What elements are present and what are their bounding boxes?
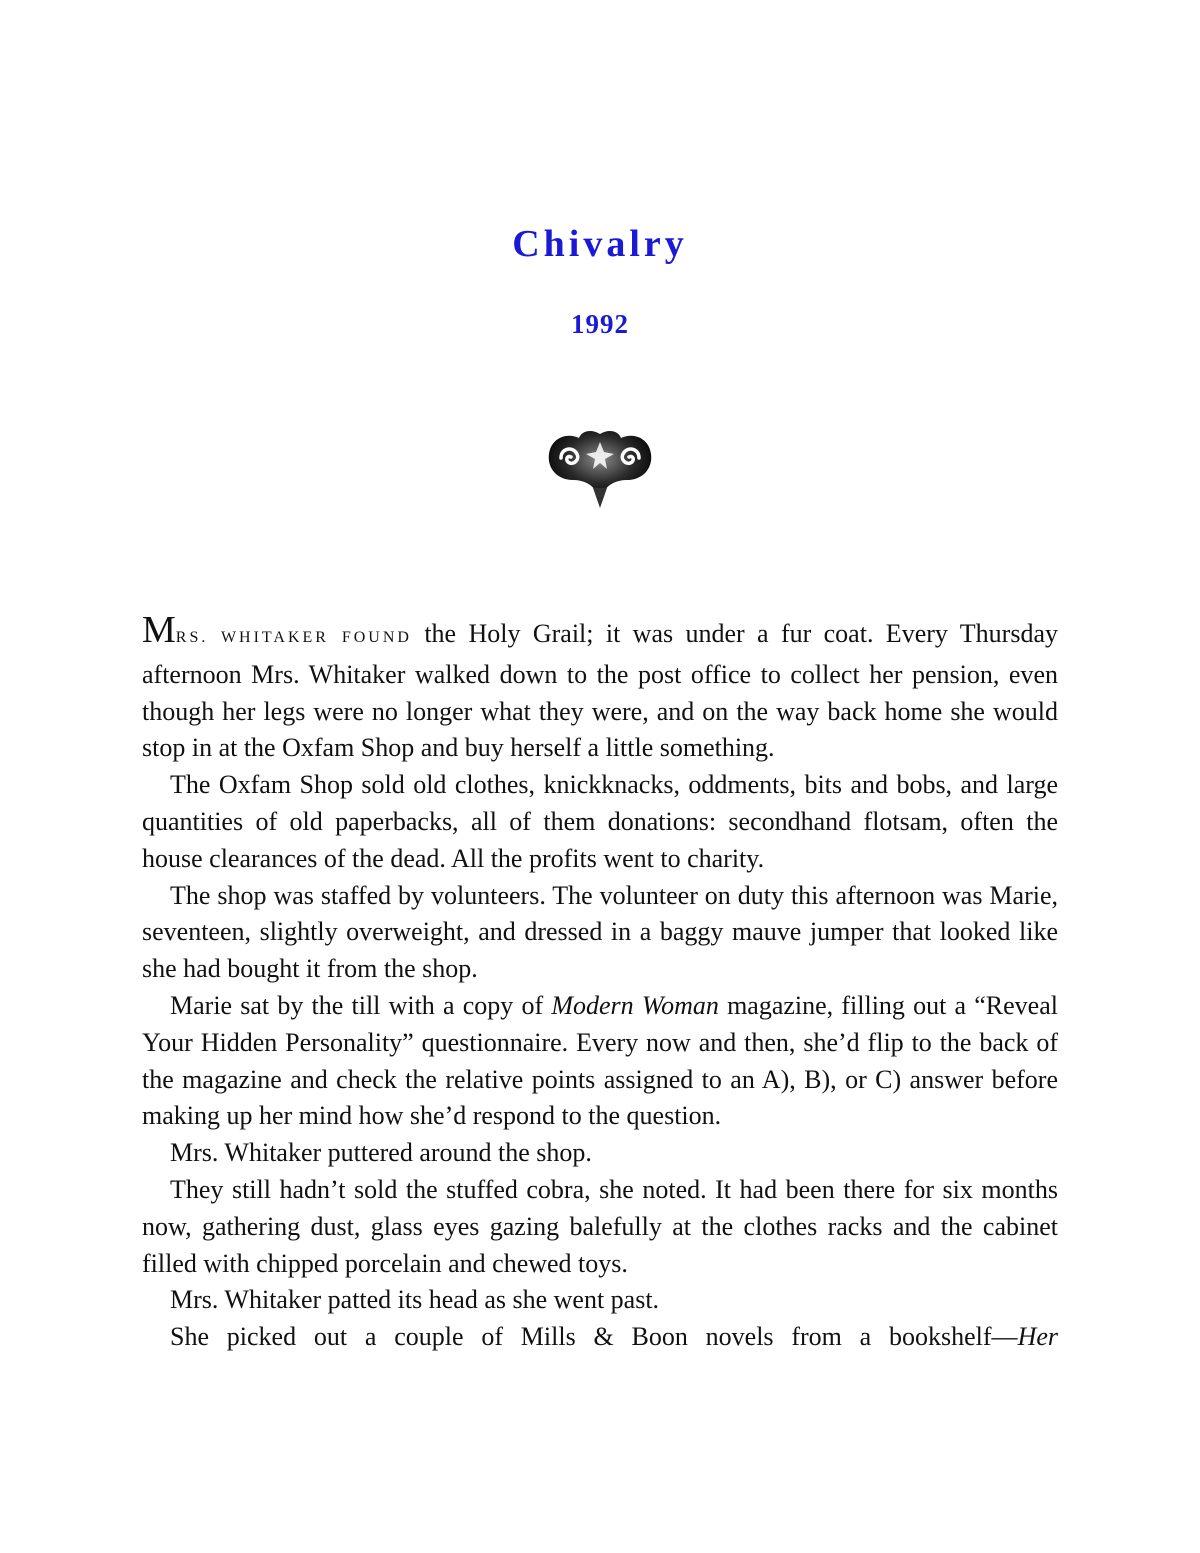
- small-caps-lead: RS. WHITAKER FOUND: [175, 629, 412, 646]
- paragraph-4: [142, 988, 1058, 1135]
- paragraph-4-text-a: Marie sat by the till with a copy of: [170, 990, 552, 1020]
- chapter-body: [142, 611, 1058, 1356]
- paragraph-2: The Oxfam Shop sold old clothes, knickknacks, oddments, bits and bobs, and large quantities of old paperbacks, all of them donations: secondhand flotsam, often the house clearances of the dead. All the profits went to charity.: [142, 770, 1058, 873]
- paragraph-1: [142, 611, 1058, 767]
- paragraph-5: Mrs. Whitaker puttered around the shop.: [170, 1138, 592, 1168]
- paragraph-3: The shop was staffed by volunteers. The volunteer on duty this afternoon was Marie, seventeen, slightly overweight, and dressed in a baggy mauve jumper that looked like she had bought it from the shop.: [142, 880, 1058, 984]
- paragraph-8: [142, 1319, 1058, 1356]
- fleuron-ornament-icon: [543, 424, 657, 508]
- chapter-year: 1992: [571, 309, 629, 339]
- magazine-title: Modern Woman: [551, 990, 719, 1020]
- paragraph-7: Mrs. Whitaker patted its head as she went past.: [170, 1285, 660, 1315]
- paragraph-8-text: She picked out a couple of Mills & Boon novels from a bookshelf—: [170, 1322, 1018, 1352]
- drop-cap: M: [142, 609, 176, 651]
- paragraph-1-text: the Holy Grail; it was under a fur coat. Every Thursday afternoon Mrs. Whitaker walked down to the post office to collect her pension, even though her legs were no longer what they were, and on the way back home she would stop in at the Oxfam Shop and buy herself a little something.: [142, 619, 1058, 763]
- chapter-title: Chivalry: [512, 223, 688, 265]
- book-title-fragment: Her: [1017, 1322, 1058, 1352]
- paragraph-4-text-b: magazine, filling out a “Reveal Your Hidden Personality” questionnaire. Every now and then, she’d flip to the back of the magazine and check the relative points assigned to an A), B), or C) answer before making up her mind how she’d respond to the question.: [142, 990, 1058, 1131]
- paragraph-6: They still hadn’t sold the stuffed cobra, she noted. It had been there for six months now, gathering dust, glass eyes gazing balefully at the clothes racks and the cabinet filled with chipped porcelain and chewed toys.: [142, 1174, 1058, 1278]
